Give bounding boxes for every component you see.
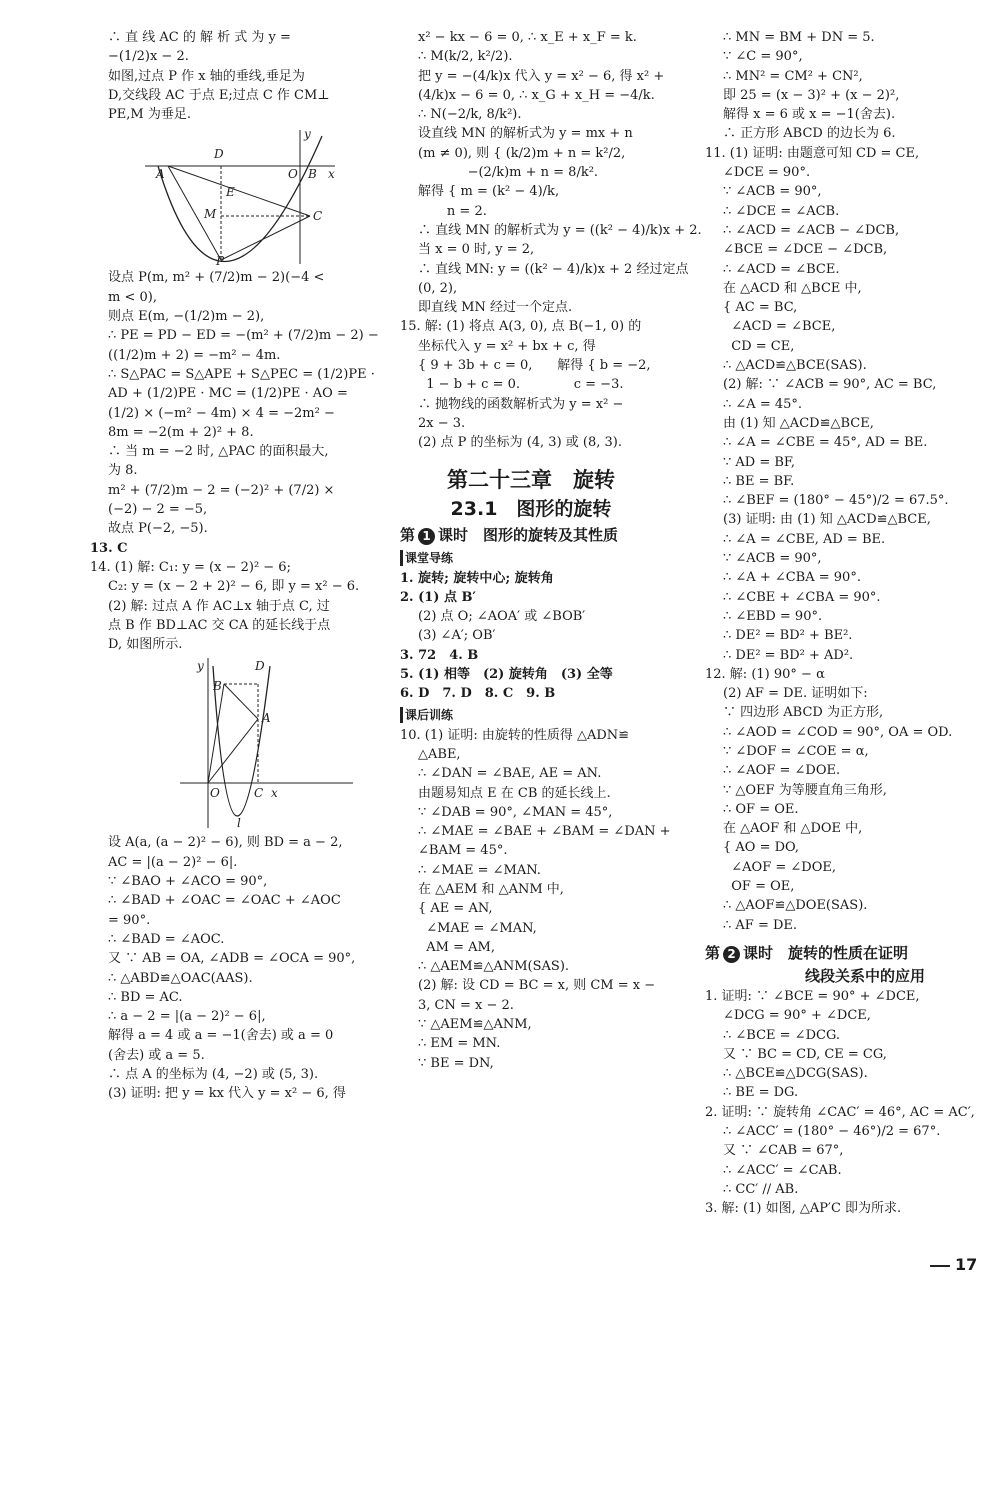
text-line: ∴ PE = PD − ED = −(m² + (7/2)m − 2) −: [108, 328, 379, 344]
chapter-title: 第二十三章 旋转: [447, 467, 615, 492]
text-line: 点 B 作 BD⊥AC 交 CA 的延长线于点: [108, 617, 331, 633]
text-line: { AC = BC,: [723, 300, 798, 316]
text-line: ∵ BE = DN,: [418, 1055, 494, 1071]
text-line: (2) 解: 过点 A 作 AC⊥x 轴于点 C, 过: [108, 598, 330, 614]
text-line: 8m = −2(m + 2)² + 8.: [108, 424, 254, 440]
text-line: 解得 x = 6 或 x = −1(舍去).: [723, 107, 896, 123]
text-line: (m ≠ 0), 则 { (k/2)m + n = k²/2,: [418, 145, 626, 161]
fig-label: O: [210, 786, 220, 801]
fig-label: P: [216, 254, 225, 267]
text-line: { AE = AN,: [418, 901, 493, 917]
text-line: AD + (1/2)PE · MC = (1/2)PE · AO =: [108, 386, 348, 402]
fig-label: B: [213, 679, 222, 694]
fig-label: O: [288, 167, 298, 182]
fig-label: y: [304, 127, 311, 142]
segment-ao: [208, 719, 258, 783]
text-line: 解得 a = 4 或 a = −1(舍去) 或 a = 0: [108, 1028, 334, 1044]
text-line: ∴ △AOF≌△DOE(SAS).: [723, 898, 868, 914]
fig-label: l: [237, 816, 241, 831]
text-line: ∠DCG = 90° + ∠DCE,: [723, 1008, 871, 1024]
text-line: (2) AF = DE. 证明如下:: [723, 686, 868, 702]
text-line: ∴ OF = OE.: [723, 801, 799, 817]
text-line: x² − kx − 6 = 0, ∴ x_E + x_F = k.: [418, 30, 637, 45]
text-line: ∴ ∠EBD = 90°.: [723, 608, 823, 624]
fig-label: E: [226, 185, 235, 200]
text-line: 设直线 MN 的解析式为 y = mx + n: [418, 126, 633, 142]
text-line: ∴ △AEM≌△ANM(SAS).: [418, 959, 570, 975]
text-line: ∠BCE = ∠DCE − ∠DCB,: [723, 242, 888, 258]
text-line: ∠DCE = 90°.: [723, 165, 811, 181]
text-line: △ABE,: [418, 746, 461, 762]
text-line: ∴ N(−2/k, 8/k²).: [418, 107, 522, 123]
text-line: (2) 解: ∵ ∠ACB = 90°, AC = BC,: [723, 377, 937, 393]
text-line: ∴ a − 2 = |(a − 2)² − 6|,: [108, 1009, 266, 1025]
text-line: 2. 证明: ∵ 旋转角 ∠CAC′ = 46°, AC = AC′,: [705, 1104, 975, 1120]
text-line: ∴ ∠AOF = ∠DOE.: [723, 763, 841, 779]
text-line: { AO = DO,: [723, 840, 800, 856]
text-line: ∴ CC′ // AB.: [723, 1181, 799, 1197]
lesson-prefix: 第: [705, 943, 721, 962]
text-line: m < 0),: [108, 289, 157, 305]
text-line: 当 x = 0 时, y = 2,: [418, 242, 535, 258]
text-line: ∵ ∠ACB = 90°,: [723, 551, 822, 567]
text-line: (2) 解: 设 CD = BC = x, 则 CM = x −: [418, 978, 656, 994]
text-line: ∵ ∠ACB = 90°,: [723, 184, 822, 200]
text-line: ∴ ∠BCE = ∠DCG.: [723, 1027, 840, 1043]
text-line: (4/k)x − 6 = 0, ∴ x_G + x_H = −4/k.: [418, 87, 655, 103]
text-line: ∠BAM = 45°.: [418, 843, 508, 859]
fig-label: x: [328, 167, 335, 182]
lesson2-answers: [705, 987, 973, 1219]
answer-q12: [705, 665, 973, 935]
text-line: ∴ ∠A = ∠CBE, AD = BE.: [723, 531, 886, 547]
text-line: CD = CE,: [723, 338, 795, 354]
parabola-curve: [158, 136, 322, 262]
answer-q14-part3: [400, 28, 702, 317]
lesson-number-badge: 2: [723, 946, 740, 963]
text-line: 设 A(a, (a − 2)² − 6), 则 BD = a − 2,: [108, 835, 343, 851]
answer-q14: [90, 558, 360, 654]
text-line: (−2) − 2 = −5,: [108, 502, 208, 518]
text-line: OF = OE,: [723, 879, 795, 895]
subsection-label: 课后训练: [400, 707, 455, 723]
text-line: = 90°.: [108, 912, 151, 928]
text-line: ∴ AF = DE.: [723, 917, 798, 933]
text-line: 即直线 MN 经过一个定点.: [418, 300, 573, 316]
text-line: ∴ ∠ACC′ = ∠CAB.: [723, 1162, 842, 1178]
text-line: 又 ∵ BC = CD, CE = CG,: [723, 1046, 887, 1062]
text-line: ∴ MN² = CM² + CN²,: [723, 68, 863, 84]
text-line: ∴ 直 线 AC 的 解 析 式 为 y =: [108, 30, 291, 45]
text-line: 为 8.: [108, 463, 138, 479]
text-line: ∴ BD = AC.: [108, 989, 183, 1005]
text-line: 2. (1) 点 B′: [400, 589, 476, 605]
text-line: ∴ ∠ACD = ∠BCE.: [723, 261, 840, 277]
text-line: ∠ACD = ∠BCE,: [723, 319, 836, 335]
text-line: 由题易知点 E 在 CB 的延长线上.: [418, 785, 611, 801]
text-line: (3) 证明: 由 (1) 知 △ACD≌△BCE,: [723, 512, 931, 528]
text-line: 即 25 = (x − 3)² + (x − 2)²,: [723, 87, 900, 103]
text-line: −(1/2)x − 2.: [108, 49, 189, 65]
text-line: ∴ MN = BM + DN = 5.: [723, 30, 875, 45]
answer-q14-continued: [90, 833, 355, 1103]
text-line: 又 ∵ AB = OA, ∠ADB = ∠OCA = 90°,: [108, 951, 356, 967]
text-line: 1 − b + c = 0. c = −3.: [418, 377, 624, 393]
text-line: 由 (1) 知 △ACD≌△BCE,: [723, 415, 874, 431]
text-line: ((1/2)m + 2) = −m² − 4m.: [108, 347, 281, 363]
lesson-title-text: 课时 旋转的性质在证明: [743, 943, 909, 962]
text-line: { 9 + 3b + c = 0, 解得 { b = −2,: [418, 358, 651, 374]
text-line: ∴ DE² = BD² + BE².: [723, 628, 853, 644]
fig-label: D: [214, 147, 224, 162]
segment-pc: [221, 216, 310, 260]
text-line: AC = |(a − 2)² − 6|.: [108, 854, 238, 870]
text-line: 又 ∵ ∠CAB = 67°,: [723, 1143, 844, 1159]
text-line: ∴ ∠A = ∠CBE = 45°, AD = BE.: [723, 435, 928, 451]
text-line: 解得 { m = (k² − 4)/k,: [418, 184, 560, 200]
text-line: 则点 E(m, −(1/2)m − 2),: [108, 309, 265, 325]
text-line: ∵ AD = BF,: [723, 454, 796, 470]
text-line: 1. 证明: ∵ ∠BCE = 90° + ∠DCE,: [705, 988, 920, 1004]
text-line: ∴ ∠A = 45°.: [723, 396, 803, 412]
text-line: 15. 解: (1) 将点 A(3, 0), 点 B(−1, 0) 的: [400, 319, 642, 335]
text-line: (2) 点 P 的坐标为 (4, 3) 或 (8, 3).: [418, 435, 622, 451]
parabola-figure-1: [140, 126, 340, 266]
page-number-rule: [930, 1265, 950, 1267]
text-line: ∵ ∠C = 90°,: [723, 49, 803, 65]
text-line: ∴ DE² = BD² + AD².: [723, 647, 854, 663]
section-title: 23.1 图形的旋转: [450, 497, 612, 520]
text-line: ∴ 正方形 ABCD 的边长为 6.: [723, 126, 896, 142]
text-line: ∴ 抛物线的函数解析式为 y = x² −: [418, 396, 624, 412]
answer-q11: [705, 144, 973, 665]
fig-label: x: [271, 786, 278, 801]
column-right: [705, 28, 973, 1219]
text-line: (舍去) 或 a = 5.: [108, 1047, 205, 1063]
text-line: ∴ ∠ACC′ = (180° − 46°)/2 = 67°.: [723, 1124, 941, 1140]
text-line: (3) 证明: 把 y = kx 代入 y = x² − 6, 得: [108, 1086, 346, 1102]
text-line: ∴ 直线 MN: y = ((k² − 4)/k)x + 2 经过定点: [418, 261, 689, 277]
text-line: ∴ 点 A 的坐标为 (4, −2) 或 (5, 3).: [108, 1066, 319, 1082]
answer-q13: 13. C: [90, 540, 128, 556]
text-line: ∴ ∠BAD + ∠OAC = ∠OAC + ∠AOC: [108, 893, 341, 909]
text-line: ∵ △AEM≌△ANM,: [418, 1017, 532, 1033]
lesson-number-badge: 1: [418, 528, 435, 545]
text-line: n = 2.: [418, 203, 487, 219]
text-line: (0, 2),: [418, 280, 458, 296]
subsection-label: 课堂导练: [400, 550, 455, 566]
lesson-title-1: [400, 523, 662, 547]
column-middle: [400, 28, 702, 1073]
text-line: 如图,过点 P 作 x 轴的垂线,垂足为: [108, 68, 305, 84]
lesson-title-2: [705, 941, 973, 965]
text-line: ∴ ∠BEF = (180° − 45°)/2 = 67.5°.: [723, 493, 949, 509]
text-line: ∴ 当 m = −2 时, △PAC 的面积最大,: [108, 444, 329, 460]
text-line: ∴ ∠CBE + ∠CBA = 90°.: [723, 589, 881, 605]
text-line: D,交线段 AC 于点 E;过点 C 作 CM⊥: [108, 87, 330, 103]
text-line: ∴ ∠AOD = ∠COD = 90°, OA = OD.: [723, 724, 953, 740]
text-line: ∴ ∠DCE = ∠ACB.: [723, 203, 840, 219]
text-line: 5. (1) 相等 (2) 旋转角 (3) 全等: [400, 667, 613, 683]
text-line: 在 △AEM 和 △ANM 中,: [418, 881, 564, 897]
text-line: 10. (1) 证明: 由旋转的性质得 △ADN≌: [400, 727, 630, 743]
text-line: ∴ ∠DAN = ∠BAE, AE = AN.: [418, 766, 602, 782]
fig-label: C: [254, 786, 264, 801]
text-line: 1. 旋转; 旋转中心; 旋转角: [400, 570, 554, 586]
text-line: ∴ M(k/2, k²/2).: [418, 49, 513, 65]
text-line: ∴ ∠BAD = ∠AOC.: [108, 931, 225, 947]
text-line: (1/2) × (−m² − 4m) × 4 = −2m² −: [108, 405, 335, 421]
text-line: ∴ ∠MAE = ∠BAE + ∠BAM = ∠DAN +: [418, 824, 671, 840]
text-line: 3, CN = x − 2.: [418, 997, 514, 1013]
answer-q10-continued: [705, 28, 973, 144]
text-line: 坐标代入 y = x² + bx + c, 得: [418, 338, 596, 354]
text-line: −(2/k)m + n = 8/k².: [418, 165, 599, 181]
text-line: m² + (7/2)m − 2 = (−2)² + (7/2) ×: [108, 482, 335, 498]
text-line: ∴ 直线 MN 的解析式为 y = ((k² − 4)/k)x + 2.: [418, 222, 702, 238]
segment-ba: [224, 684, 258, 719]
fig-label: A: [262, 711, 271, 726]
text-line: 在 △ACD 和 △BCE 中,: [723, 280, 862, 296]
text-line: ∠AOF = ∠DOE,: [723, 859, 836, 875]
text-line: 把 y = −(4/k)x 代入 y = x² − 6, 得 x² +: [418, 68, 665, 84]
q12-continued: [90, 28, 355, 124]
text-line: 3. 72 4. B: [400, 647, 479, 663]
text-line: ∵ ∠BAO + ∠ACO = 90°,: [108, 874, 268, 890]
text-line: 设点 P(m, m² + (7/2)m − 2)(−4 <: [108, 270, 325, 286]
text-line: ∴ ∠ACD = ∠ACB − ∠DCB,: [723, 222, 900, 238]
text-line: ∴ △ABD≌△OAC(AAS).: [108, 970, 253, 986]
lesson-title-text: 课时 图形的旋转及其性质: [438, 525, 619, 544]
text-line: D, 如图所示.: [108, 637, 183, 653]
fig-label: y: [197, 659, 204, 674]
text-line: C₂: y = (x − 2 + 2)² − 6, 即 y = x² − 6.: [108, 579, 360, 595]
text-line: 2x − 3.: [418, 415, 466, 431]
text-line: ∴ BE = BF.: [723, 473, 795, 489]
lesson-title-2-line2: 线段关系中的应用: [805, 966, 926, 985]
text-line: 3. 解: (1) 如图, △AP′C 即为所求.: [705, 1201, 902, 1217]
text-line: 11. (1) 证明: 由题意可知 CD = CE,: [705, 145, 920, 161]
fig-label: D: [255, 659, 265, 674]
text-line: ∵ ∠DAB = 90°, ∠MAN = 45°,: [418, 804, 613, 820]
fig-label: C: [313, 209, 323, 224]
answer-q15: [400, 317, 662, 452]
text-line: ∴ ∠MAE = ∠MAN.: [418, 862, 541, 878]
text-line: 14. (1) 解: C₁: y = (x − 2)² − 6;: [90, 559, 291, 575]
text-line: AM = AM,: [418, 939, 495, 955]
text-line: ∴ S△PAC = S△APE + S△PEC = (1/2)PE ·: [108, 366, 375, 382]
text-line: (2) 点 O; ∠AOA′ 或 ∠BOB′: [418, 609, 586, 625]
text-line: 故点 P(−2, −5).: [108, 521, 208, 537]
text-line: ∴ ∠A + ∠CBA = 90°.: [723, 570, 861, 586]
text-line: 6. D 7. D 8. C 9. B: [400, 686, 556, 702]
text-line: ∵ 四边形 ABCD 为正方形,: [723, 705, 884, 721]
q12-solution: [90, 268, 379, 538]
text-line: ∴ EM = MN.: [418, 1036, 501, 1052]
text-line: 12. 解: (1) 90° − α: [705, 666, 825, 682]
fig-label: M: [204, 207, 217, 222]
column-left: [90, 28, 379, 1104]
parabola-figure-2: [175, 656, 355, 831]
text-line: (3) ∠A′; OB′: [418, 628, 496, 644]
fig-label: B: [308, 167, 317, 182]
text-line: 在 △AOF 和 △DOE 中,: [723, 821, 863, 837]
text-line: ∴ △BCE≌△DCG(SAS).: [723, 1066, 868, 1082]
text-line: ∴ △ACD≌△BCE(SAS).: [723, 358, 867, 374]
text-line: ∴ BE = DG.: [723, 1085, 799, 1101]
fig-label: A: [156, 167, 165, 182]
text-line: ∵ △OEF 为等腰直角三角形,: [723, 782, 887, 798]
answer-q10: [400, 726, 671, 1073]
page-number: 17: [955, 1255, 978, 1274]
text-line: PE,M 为垂足.: [108, 107, 191, 123]
lesson-prefix: 第: [400, 525, 416, 544]
text-line: ∵ ∠DOF = ∠COE = α,: [723, 743, 869, 759]
classroom-answers: [400, 569, 662, 704]
text-line: ∠MAE = ∠MAN,: [418, 920, 537, 936]
